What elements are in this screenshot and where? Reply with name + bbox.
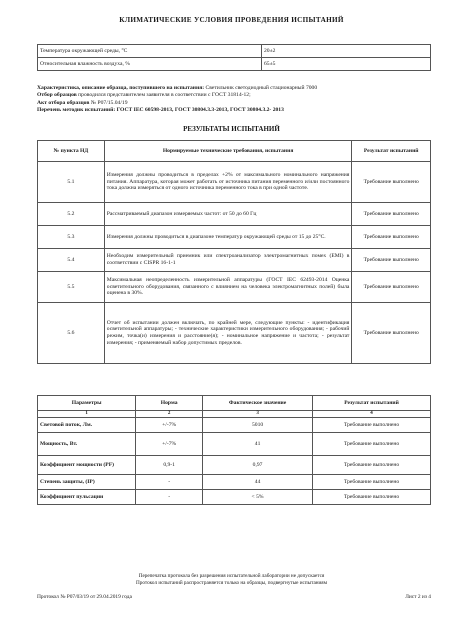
- table-row: [38, 162, 431, 203]
- req-number: 5.5: [38, 272, 105, 303]
- param-result: Требование выполнено: [313, 490, 431, 505]
- column-header: Результат испытаний: [352, 141, 431, 162]
- param-name: Световой поток, Лм.: [38, 418, 136, 433]
- column-index: 1: [38, 411, 136, 418]
- req-number: 5.3: [38, 226, 105, 249]
- info-value: ГОСТ IEC 60598-2013, ГОСТ 30804.3.3-2013, ГОСТ 30804.3.2- 2013: [115, 107, 284, 114]
- sample-info: [37, 85, 431, 115]
- req-result: Требование выполнено: [352, 303, 431, 364]
- param-actual: 5010: [203, 418, 313, 433]
- req-number: 5.2: [38, 203, 105, 226]
- footnote-line: Перепечатка протокола без разрешения испытательной лаборатории не допускается: [138, 573, 325, 579]
- climate-title: КЛИМАТИЧЕСКИЕ УСЛОВИЯ ПРОВЕДЕНИЯ ИСПЫТАНИЙ: [119, 16, 344, 24]
- footnote: [0, 573, 463, 586]
- req-result: Требование выполнено: [352, 272, 431, 303]
- param-name: Коэффициент мощности (PF): [38, 456, 136, 475]
- param-result: Требование выполнено: [313, 418, 431, 433]
- climate-label: Относительная влажность воздуха, %: [38, 58, 262, 71]
- table-row: [38, 433, 431, 456]
- req-text: Необходим измерительный приемник или спектроанализатор электромагнитных помех (EMI) в соответствии с CISPR 16-1-1: [104, 249, 352, 272]
- info-label: Отбор образцов: [37, 92, 77, 99]
- info-value: № Р07/15.04/19: [89, 99, 128, 106]
- param-norm: +/-7%: [136, 433, 203, 456]
- param-actual: < 5%: [203, 490, 313, 505]
- column-header: Норма: [136, 396, 203, 411]
- req-text: Измерения должны проводиться в пределах +2% от максимального номинального напряжения питания. Аппаратура, которая может работать от источника питания переменного и/или постоянного тока должна измеряться от одного источника переменного тока в при одной частоте.: [104, 162, 352, 203]
- info-label: Акт отбора образцов: [37, 99, 90, 106]
- param-result: Требование выполнено: [313, 475, 431, 490]
- req-number: 5.4: [38, 249, 105, 272]
- climate-table: [37, 44, 431, 71]
- table-row: [38, 203, 431, 226]
- info-label: Характеристика, описание образца, поступившего на испытания:: [37, 85, 205, 91]
- column-index: 4: [313, 411, 431, 418]
- info-value: Светильник светодиодный стационарный 7000: [204, 85, 318, 91]
- req-number: 5.1: [38, 162, 105, 203]
- column-header: Фактическое значение: [203, 396, 313, 411]
- param-name: Мощность, Вт.: [38, 433, 136, 456]
- table-row: [38, 249, 431, 272]
- page-number: Лист 2 из 4: [405, 594, 431, 600]
- column-header: № пункта НД: [38, 141, 105, 162]
- param-actual: 0,97: [203, 456, 313, 475]
- table-row: [38, 272, 431, 303]
- results-title: РЕЗУЛЬТАТЫ ИСПЫТАНИЙ: [183, 125, 280, 133]
- climate-value: 65±5: [262, 58, 431, 71]
- param-actual: 44: [203, 475, 313, 490]
- table-row: [38, 490, 431, 505]
- req-number: 5.6: [38, 303, 105, 364]
- climate-value: 20±2: [262, 45, 431, 58]
- table-row: [38, 58, 431, 71]
- table-row: [38, 418, 431, 433]
- param-norm: -: [136, 475, 203, 490]
- param-actual: 41: [203, 433, 313, 456]
- parameters-table: [37, 395, 431, 505]
- table-header-row: [38, 141, 431, 162]
- param-norm: 0,9-1: [136, 456, 203, 475]
- table-row: [38, 303, 431, 364]
- column-index: 3: [203, 411, 313, 418]
- table-header-row: [38, 396, 431, 411]
- table-row: [38, 226, 431, 249]
- table-row: [38, 475, 431, 490]
- param-norm: +/-7%: [136, 418, 203, 433]
- column-index-row: [38, 411, 431, 418]
- protocol-number: Протокол № Р07/03/19 от 29.04.2019 года: [37, 594, 132, 600]
- param-name: Степень защиты, (IP): [38, 475, 136, 490]
- table-row: [38, 45, 431, 58]
- requirements-table: [37, 140, 431, 364]
- column-header: Результат испытаний: [313, 396, 431, 411]
- param-name: Коэффициент пульсации: [38, 490, 136, 505]
- param-result: Требование выполнено: [313, 433, 431, 456]
- req-text: Отчет об испытании должен включать, по крайней мере, следующие пункты: - идентификация осветительной аппаратуры; - технические характеристики измерительного оборудования; - рабочий режим, точка(и) измерения и расстояние(я); - номинальное напряжение и частота; - результат измерения; - применяемый набор допустимых пределов.: [104, 303, 352, 364]
- req-text: Рассматриваемый диапазон измеряемых частот: от 50 до 60 Гц: [104, 203, 352, 226]
- req-text: Измерения должны проводиться в диапазоне температур окружающей среды от 15 до 25°С.: [104, 226, 352, 249]
- req-result: Требование выполнено: [352, 249, 431, 272]
- param-norm: -: [136, 490, 203, 505]
- climate-label: Температура окружающей среды, °С: [38, 45, 262, 58]
- footnote-line: Протокол испытаний распространяется только на образцы, подвергнутые испытаниям: [136, 579, 327, 586]
- req-result: Требование выполнено: [352, 162, 431, 203]
- column-header: Нормируемые технические требования, испытания: [104, 141, 352, 162]
- info-value: проводился представителем заявителя в соответствии с ГОСТ 31814-12;: [76, 92, 251, 99]
- param-result: Требование выполнено: [313, 456, 431, 475]
- column-index: 2: [136, 411, 203, 418]
- column-header: Параметры: [38, 396, 136, 411]
- req-result: Требование выполнено: [352, 226, 431, 249]
- req-text: Максимальная неопределенность измерительной аппаратуры (ГОСТ IEC 62493-2014 Оценка осветительного оборудования, связанного с влиянием на человека электромагнитных полей) была оценена в 30%.: [104, 272, 352, 303]
- req-result: Требование выполнено: [352, 203, 431, 226]
- table-row: [38, 456, 431, 475]
- info-label: Перечень методик испытаний:: [37, 107, 116, 114]
